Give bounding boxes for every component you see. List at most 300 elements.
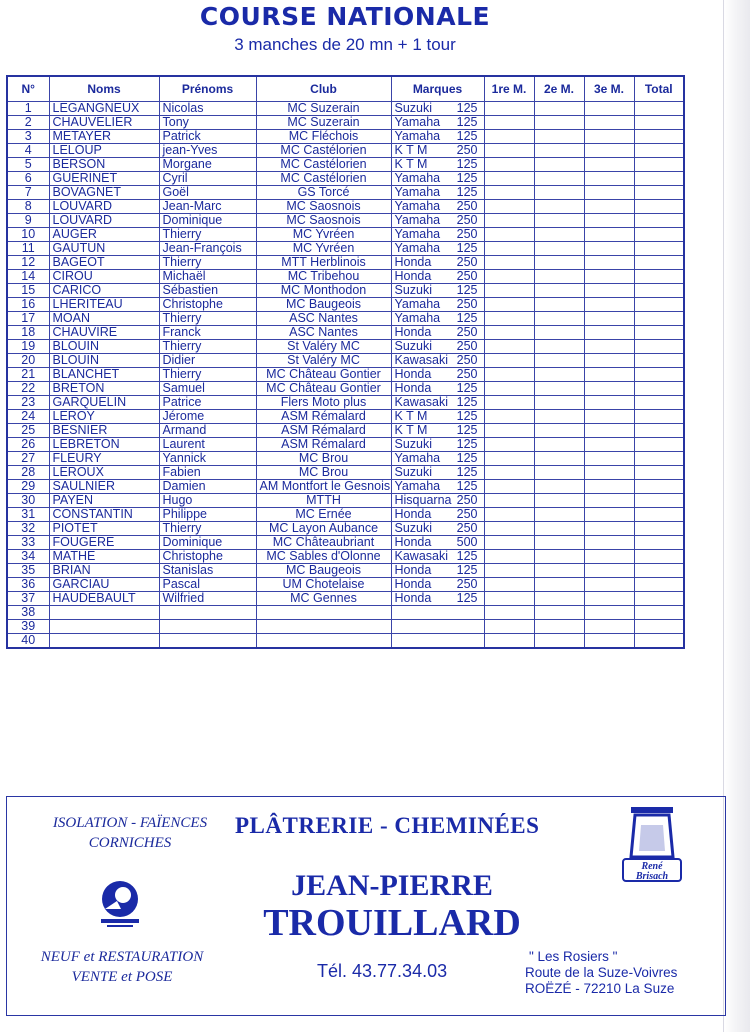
cell-race-3 xyxy=(584,592,634,606)
table-row xyxy=(7,298,684,312)
cell-race-2 xyxy=(534,256,584,270)
cell-name: GARCIAU xyxy=(49,578,159,592)
brand-name: Suzuki xyxy=(394,283,433,297)
brand-name: Yamaha xyxy=(394,451,441,465)
cell-race-1 xyxy=(484,368,534,382)
cell-firstname: Damien xyxy=(159,480,256,494)
brand-displacement: 125 xyxy=(456,591,478,605)
column-header-race-1: 1re M. xyxy=(484,76,534,102)
cell-club: MC Châteaubriant xyxy=(256,536,391,550)
cell-race-1 xyxy=(484,578,534,592)
cell-race-2 xyxy=(534,480,584,494)
brand-name: Kawasaki xyxy=(394,549,448,563)
cell-race-1 xyxy=(484,592,534,606)
brand-name: Yamaha xyxy=(394,297,441,311)
cell-name: BESNIER xyxy=(49,424,159,438)
brand-displacement: 125 xyxy=(456,451,478,465)
cell-race-3 xyxy=(584,130,634,144)
table-row xyxy=(7,508,684,522)
cell-number: 10 xyxy=(7,228,49,242)
brand-name: Yamaha xyxy=(394,213,441,227)
cell-club: St Valéry MC xyxy=(256,340,391,354)
cell-race-1 xyxy=(484,466,534,480)
cell-firstname: Yannick xyxy=(159,452,256,466)
cell-race-1 xyxy=(484,480,534,494)
cell-total xyxy=(634,438,684,452)
ad-services-line-2: CORNICHES xyxy=(88,835,172,851)
cell-race-1 xyxy=(484,326,534,340)
cell-brand xyxy=(391,354,484,368)
cell-race-3 xyxy=(584,102,634,116)
cell-race-3 xyxy=(584,270,634,284)
cell-number: 21 xyxy=(7,368,49,382)
fireplace-logo-icon xyxy=(619,805,685,885)
column-header-brands: Marques xyxy=(391,76,484,102)
brand-displacement: 250 xyxy=(456,507,478,521)
trowel-logo-icon xyxy=(97,879,143,931)
cell-race-1 xyxy=(484,144,534,158)
cell-club: St Valéry MC xyxy=(256,354,391,368)
brand-displacement: 250 xyxy=(456,577,478,591)
cell-name: LEROY xyxy=(49,410,159,424)
table-row xyxy=(7,200,684,214)
cell-race-1 xyxy=(484,228,534,242)
brand-displacement: 250 xyxy=(456,227,478,241)
table-header-row xyxy=(7,76,684,102)
cell-race-3 xyxy=(584,508,634,522)
cell-club: UM Chotelaise xyxy=(256,578,391,592)
brand-displacement: 250 xyxy=(456,367,478,381)
cell-firstname: Thierry xyxy=(159,312,256,326)
cell-brand xyxy=(391,550,484,564)
cell-total xyxy=(634,578,684,592)
cell-number: 4 xyxy=(7,144,49,158)
cell-race-3 xyxy=(584,368,634,382)
cell-number: 12 xyxy=(7,256,49,270)
cell-name: LOUVARD xyxy=(49,200,159,214)
cell-firstname: Wilfried xyxy=(159,592,256,606)
brand-displacement: 250 xyxy=(456,521,478,535)
cell-firstname: Thierry xyxy=(159,368,256,382)
brand-displacement: 125 xyxy=(456,409,478,423)
ad-services-line-1: ISOLATION - FAÏENCES xyxy=(52,815,208,831)
cell-total xyxy=(634,634,684,649)
column-header-total: Total xyxy=(634,76,684,102)
table-row xyxy=(7,382,684,396)
cell-race-3 xyxy=(584,172,634,186)
page-subtitle: 3 manches de 20 mn + 1 tour xyxy=(234,35,456,54)
cell-race-1 xyxy=(484,438,534,452)
cell-number: 35 xyxy=(7,564,49,578)
table-row xyxy=(7,620,684,634)
cell-total xyxy=(634,564,684,578)
cell-number: 28 xyxy=(7,466,49,480)
cell-brand xyxy=(391,508,484,522)
cell-brand xyxy=(391,116,484,130)
table-row xyxy=(7,550,684,564)
brand-displacement: 125 xyxy=(456,283,478,297)
brand-name: Kawasaki xyxy=(394,395,448,409)
brand-displacement: 125 xyxy=(456,549,478,563)
cell-race-2 xyxy=(534,620,584,634)
cell-total xyxy=(634,368,684,382)
cell-race-2 xyxy=(534,312,584,326)
table-row xyxy=(7,228,684,242)
cell-race-3 xyxy=(584,354,634,368)
table-row xyxy=(7,480,684,494)
cell-name: MATHE xyxy=(49,550,159,564)
column-header-race-2: 2e M. xyxy=(534,76,584,102)
cell-number: 15 xyxy=(7,284,49,298)
cell-club: MC Fléchois xyxy=(256,130,391,144)
cell-race-3 xyxy=(584,312,634,326)
cell-number: 8 xyxy=(7,200,49,214)
cell-race-2 xyxy=(534,606,584,620)
ad-address-line-3: ROËZÉ - 72210 La Suze xyxy=(525,981,675,996)
cell-firstname: Jérome xyxy=(159,410,256,424)
cell-total xyxy=(634,242,684,256)
brand-name: Hisquarna xyxy=(394,493,452,507)
cell-number: 14 xyxy=(7,270,49,284)
cell-race-2 xyxy=(534,438,584,452)
cell-brand xyxy=(391,284,484,298)
ad-bottom-left-line-2: VENTE et POSE xyxy=(71,969,173,985)
table-row xyxy=(7,158,684,172)
brand-name: Suzuki xyxy=(394,339,433,353)
cell-name: LELOUP xyxy=(49,144,159,158)
cell-name: SAULNIER xyxy=(49,480,159,494)
cell-total xyxy=(634,116,684,130)
cell-club: MC Layon Aubance xyxy=(256,522,391,536)
table-row xyxy=(7,326,684,340)
brand-displacement: 125 xyxy=(456,185,478,199)
brand-name: Suzuki xyxy=(394,101,433,115)
cell-firstname: Cyril xyxy=(159,172,256,186)
cell-club xyxy=(256,634,391,649)
cell-number: 23 xyxy=(7,396,49,410)
cell-race-2 xyxy=(534,578,584,592)
cell-number: 24 xyxy=(7,410,49,424)
cell-race-1 xyxy=(484,200,534,214)
cell-total xyxy=(634,452,684,466)
table-row xyxy=(7,522,684,536)
cell-total xyxy=(634,592,684,606)
cell-race-2 xyxy=(534,592,584,606)
brand-name: Yamaha xyxy=(394,199,441,213)
cell-club: MC Saosnois xyxy=(256,200,391,214)
cell-brand xyxy=(391,438,484,452)
cell-brand xyxy=(391,172,484,186)
cell-race-1 xyxy=(484,382,534,396)
cell-brand xyxy=(391,396,484,410)
cell-firstname: Didier xyxy=(159,354,256,368)
brand-displacement: 125 xyxy=(456,157,478,171)
table-row xyxy=(7,368,684,382)
cell-race-1 xyxy=(484,270,534,284)
cell-race-1 xyxy=(484,116,534,130)
cell-number: 32 xyxy=(7,522,49,536)
cell-race-1 xyxy=(484,354,534,368)
column-header-number: N° xyxy=(7,76,49,102)
ad-name-first: JEAN-PIERRE xyxy=(291,869,493,902)
cell-name: BLANCHET xyxy=(49,368,159,382)
brand-displacement: 125 xyxy=(456,311,478,325)
cell-name: GUERINET xyxy=(49,172,159,186)
cell-total xyxy=(634,144,684,158)
cell-firstname: Dominique xyxy=(159,536,256,550)
cell-club: MC Château Gontier xyxy=(256,368,391,382)
cell-firstname: Morgane xyxy=(159,158,256,172)
cell-club: MC Suzerain xyxy=(256,102,391,116)
cell-brand xyxy=(391,536,484,550)
cell-race-3 xyxy=(584,340,634,354)
cell-firstname xyxy=(159,620,256,634)
cell-race-3 xyxy=(584,480,634,494)
cell-race-1 xyxy=(484,522,534,536)
column-header-firstnames: Prénoms xyxy=(159,76,256,102)
cell-race-2 xyxy=(534,270,584,284)
cell-brand xyxy=(391,186,484,200)
brand-name: Yamaha xyxy=(394,311,441,325)
brand-name: Suzuki xyxy=(394,437,433,451)
cell-club: MC Baugeois xyxy=(256,298,391,312)
cell-total xyxy=(634,494,684,508)
cell-total xyxy=(634,256,684,270)
cell-total xyxy=(634,480,684,494)
cell-brand xyxy=(391,634,484,649)
cell-race-2 xyxy=(534,144,584,158)
brand-name: K T M xyxy=(394,143,428,157)
brand-displacement: 250 xyxy=(456,297,478,311)
cell-club: MC Gennes xyxy=(256,592,391,606)
table-row xyxy=(7,536,684,550)
cell-club: AM Montfort le Gesnois xyxy=(256,480,391,494)
column-header-club: Club xyxy=(256,76,391,102)
cell-number: 36 xyxy=(7,578,49,592)
cell-total xyxy=(634,228,684,242)
cell-brand xyxy=(391,410,484,424)
cell-club: MC Baugeois xyxy=(256,564,391,578)
cell-total xyxy=(634,186,684,200)
cell-total xyxy=(634,620,684,634)
brand-displacement: 125 xyxy=(456,381,478,395)
cell-race-1 xyxy=(484,172,534,186)
cell-race-1 xyxy=(484,130,534,144)
cell-race-3 xyxy=(584,228,634,242)
cell-club: MC Yvréen xyxy=(256,242,391,256)
cell-firstname: Dominique xyxy=(159,214,256,228)
cell-race-3 xyxy=(584,522,634,536)
table-row xyxy=(7,354,684,368)
cell-race-2 xyxy=(534,242,584,256)
cell-total xyxy=(634,508,684,522)
table-row xyxy=(7,438,684,452)
cell-brand xyxy=(391,522,484,536)
cell-total xyxy=(634,522,684,536)
cell-firstname: Philippe xyxy=(159,508,256,522)
cell-number: 34 xyxy=(7,550,49,564)
brand-name: Honda xyxy=(394,255,432,269)
logo-text-rene: René xyxy=(641,861,663,872)
cell-race-3 xyxy=(584,186,634,200)
cell-firstname: Thierry xyxy=(159,228,256,242)
brand-name: Honda xyxy=(394,563,432,577)
table-row xyxy=(7,256,684,270)
cell-number: 22 xyxy=(7,382,49,396)
brand-displacement: 250 xyxy=(456,255,478,269)
brand-name: Yamaha xyxy=(394,479,441,493)
logo-text-brisach: Brisach xyxy=(635,871,669,882)
cell-number: 40 xyxy=(7,634,49,649)
cell-race-2 xyxy=(534,564,584,578)
cell-brand xyxy=(391,270,484,284)
cell-race-2 xyxy=(534,424,584,438)
cell-brand xyxy=(391,452,484,466)
results-table xyxy=(6,75,685,649)
cell-club: MC Saosnois xyxy=(256,214,391,228)
cell-race-1 xyxy=(484,186,534,200)
table-row xyxy=(7,564,684,578)
cell-brand xyxy=(391,578,484,592)
table-row xyxy=(7,494,684,508)
cell-race-1 xyxy=(484,494,534,508)
cell-firstname: Thierry xyxy=(159,522,256,536)
cell-club: MC Tribehou xyxy=(256,270,391,284)
cell-name: BLOUIN xyxy=(49,354,159,368)
cell-race-2 xyxy=(534,508,584,522)
cell-race-2 xyxy=(534,298,584,312)
cell-name: METAYER xyxy=(49,130,159,144)
cell-number: 6 xyxy=(7,172,49,186)
cell-brand xyxy=(391,620,484,634)
cell-number: 17 xyxy=(7,312,49,326)
ad-bottom-left-line-1: NEUF et RESTAURATION xyxy=(40,949,204,965)
cell-name: GAUTUN xyxy=(49,242,159,256)
cell-race-2 xyxy=(534,550,584,564)
brand-displacement: 125 xyxy=(456,171,478,185)
cell-name: LEBRETON xyxy=(49,438,159,452)
column-header-names: Noms xyxy=(49,76,159,102)
brand-name: Honda xyxy=(394,577,432,591)
cell-race-1 xyxy=(484,550,534,564)
cell-total xyxy=(634,214,684,228)
cell-firstname: Armand xyxy=(159,424,256,438)
cell-race-1 xyxy=(484,242,534,256)
cell-race-2 xyxy=(534,368,584,382)
cell-total xyxy=(634,550,684,564)
cell-race-3 xyxy=(584,284,634,298)
brand-displacement: 250 xyxy=(456,353,478,367)
cell-firstname: Laurent xyxy=(159,438,256,452)
brand-displacement: 125 xyxy=(456,129,478,143)
brand-name: K T M xyxy=(394,157,428,171)
cell-name: MOAN xyxy=(49,312,159,326)
brand-displacement: 125 xyxy=(456,465,478,479)
cell-race-2 xyxy=(534,466,584,480)
cell-club: MC Brou xyxy=(256,466,391,480)
cell-race-1 xyxy=(484,634,534,649)
cell-brand xyxy=(391,592,484,606)
cell-number: 9 xyxy=(7,214,49,228)
cell-total xyxy=(634,200,684,214)
cell-firstname: Nicolas xyxy=(159,102,256,116)
brand-displacement: 125 xyxy=(456,395,478,409)
cell-firstname: Fabien xyxy=(159,466,256,480)
column-header-race-3: 3e M. xyxy=(584,76,634,102)
brand-name: Kawasaki xyxy=(394,353,448,367)
brand-displacement: 125 xyxy=(456,479,478,493)
cell-race-1 xyxy=(484,564,534,578)
advertisement-box xyxy=(6,796,726,1016)
cell-race-2 xyxy=(534,130,584,144)
cell-number: 25 xyxy=(7,424,49,438)
cell-total xyxy=(634,466,684,480)
cell-number: 11 xyxy=(7,242,49,256)
cell-race-3 xyxy=(584,620,634,634)
cell-race-3 xyxy=(584,438,634,452)
cell-number: 37 xyxy=(7,592,49,606)
cell-number: 3 xyxy=(7,130,49,144)
brand-displacement: 250 xyxy=(456,269,478,283)
cell-race-1 xyxy=(484,340,534,354)
brand-name: Honda xyxy=(394,381,432,395)
cell-race-2 xyxy=(534,116,584,130)
cell-number: 19 xyxy=(7,340,49,354)
cell-race-3 xyxy=(584,144,634,158)
cell-number: 39 xyxy=(7,620,49,634)
brand-displacement: 125 xyxy=(456,563,478,577)
cell-number: 33 xyxy=(7,536,49,550)
brand-name: Yamaha xyxy=(394,129,441,143)
cell-race-3 xyxy=(584,298,634,312)
cell-name: AUGER xyxy=(49,228,159,242)
cell-name: HAUDEBAULT xyxy=(49,592,159,606)
brand-displacement: 250 xyxy=(456,339,478,353)
brand-name: Honda xyxy=(394,591,432,605)
cell-race-2 xyxy=(534,536,584,550)
brand-name: Honda xyxy=(394,367,432,381)
cell-race-1 xyxy=(484,508,534,522)
cell-total xyxy=(634,172,684,186)
cell-name xyxy=(49,634,159,649)
cell-firstname: Pascal xyxy=(159,578,256,592)
cell-number: 29 xyxy=(7,480,49,494)
table-row xyxy=(7,214,684,228)
cell-race-2 xyxy=(534,354,584,368)
cell-name: LHERITEAU xyxy=(49,298,159,312)
cell-race-2 xyxy=(534,102,584,116)
cell-total xyxy=(634,424,684,438)
cell-race-1 xyxy=(484,298,534,312)
cell-race-1 xyxy=(484,214,534,228)
cell-firstname: Christophe xyxy=(159,550,256,564)
cell-race-2 xyxy=(534,340,584,354)
cell-name: BAGEOT xyxy=(49,256,159,270)
table-row xyxy=(7,186,684,200)
cell-firstname: Hugo xyxy=(159,494,256,508)
cell-race-2 xyxy=(534,522,584,536)
cell-race-2 xyxy=(534,494,584,508)
table-row xyxy=(7,452,684,466)
table-row xyxy=(7,130,684,144)
cell-brand xyxy=(391,214,484,228)
cell-race-3 xyxy=(584,158,634,172)
cell-firstname: Michaël xyxy=(159,270,256,284)
cell-firstname xyxy=(159,606,256,620)
cell-club: MC Suzerain xyxy=(256,116,391,130)
brand-displacement: 250 xyxy=(456,199,478,213)
cell-club: MC Ernée xyxy=(256,508,391,522)
